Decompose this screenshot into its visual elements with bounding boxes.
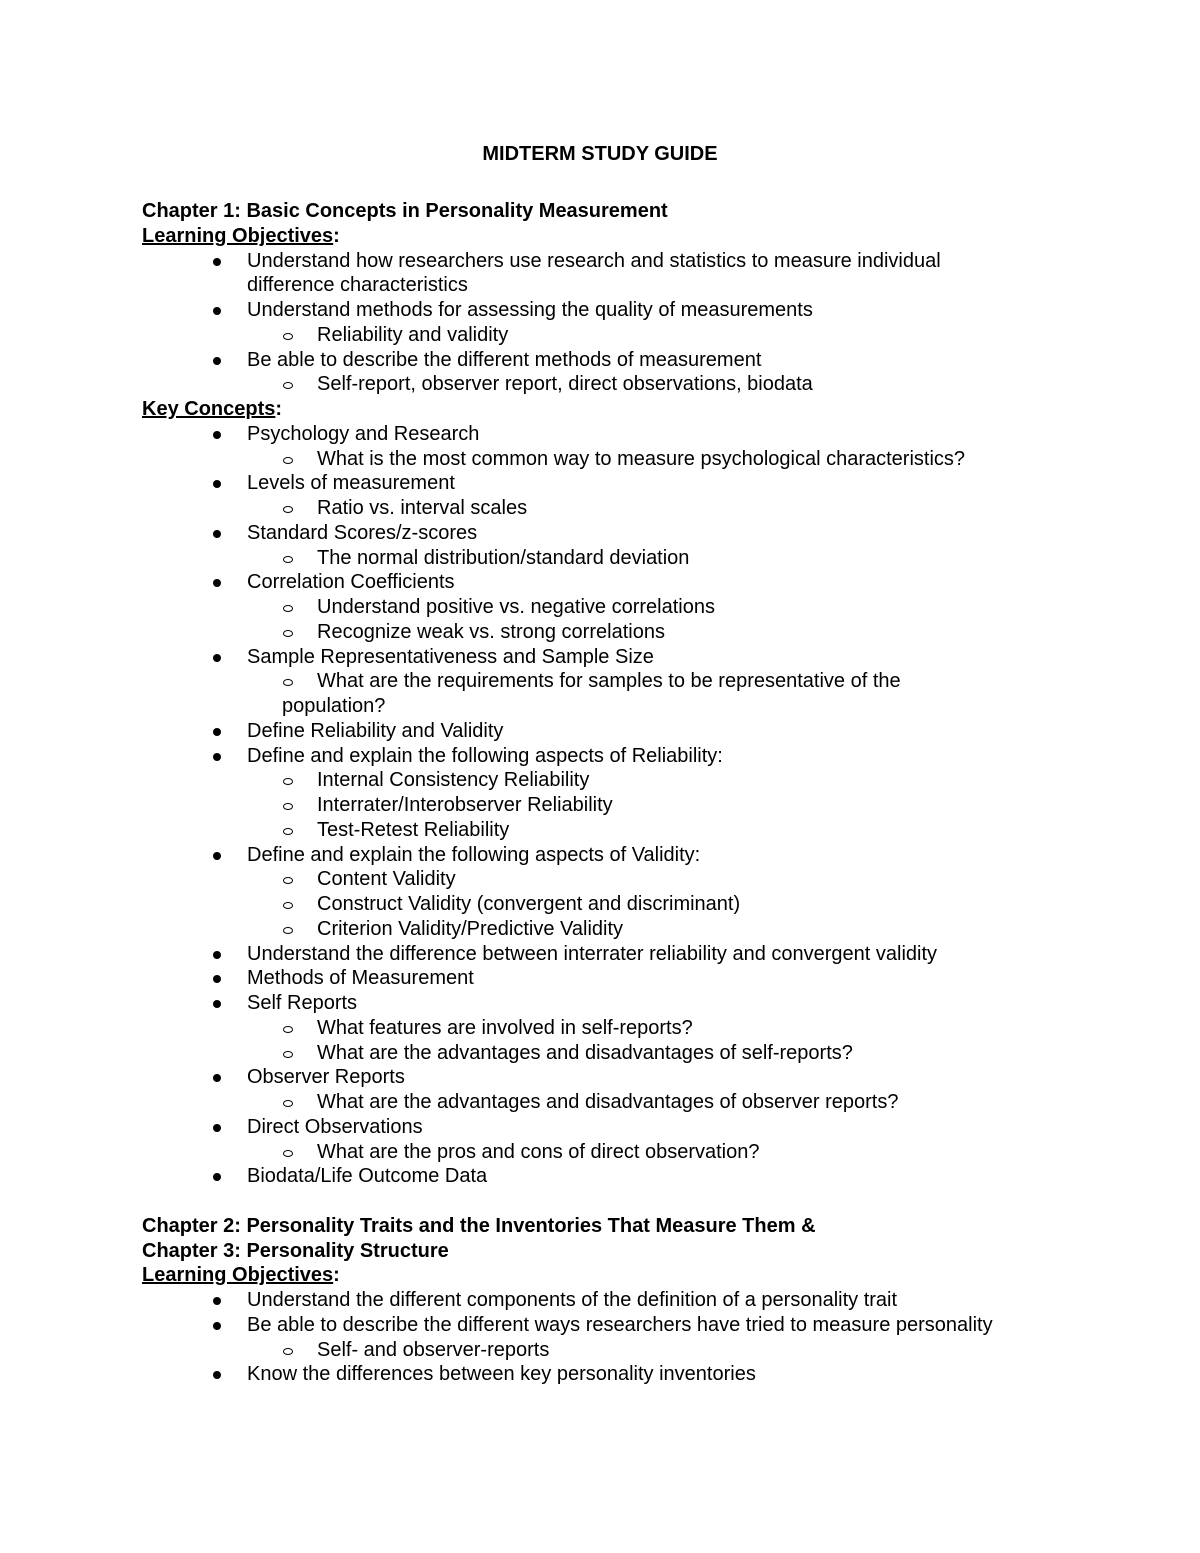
bullet-icon (213, 1074, 221, 1082)
label-colon: : (275, 398, 283, 420)
list-item: Sample Representativeness and Sample Size (247, 645, 654, 668)
sub-list-item: Understand positive vs. negative correlations (317, 596, 715, 618)
bullet-icon (213, 1297, 221, 1305)
bullet-icon (213, 480, 221, 488)
list-item: Understand the different components of the definition of a personality trait (247, 1289, 898, 1311)
section-label-text: Learning Objectives (142, 224, 334, 247)
label-colon: : (333, 224, 340, 247)
sub-list-item: Construct Validity (convergent and discriminant) (317, 893, 741, 915)
sub-list-item: Interrater/Interobserver Reliability (317, 794, 613, 816)
sub-list-item: What is the most common way to measure psychological characteristics? (317, 447, 966, 470)
learning-objectives-label (142, 224, 340, 249)
hollow-bullet-icon (283, 778, 293, 785)
sub-list-item: What features are involved in self-reports? (317, 1016, 693, 1039)
list-item: Correlation Coefficients (247, 571, 455, 594)
list-item: Know the differences between key personality inventories (247, 1363, 756, 1386)
hollow-bullet-icon (283, 1100, 293, 1107)
sub-list-item: Criterion Validity/Predictive Validity (317, 917, 624, 940)
hollow-bullet-icon (283, 828, 293, 835)
sub-list-item: Test-Retest Reliability (317, 818, 510, 841)
hollow-bullet-icon (283, 605, 293, 612)
learning-objectives-label (142, 1263, 340, 1288)
list-item-continuation: difference characteristics (247, 274, 468, 297)
hollow-bullet-icon (283, 1026, 293, 1033)
hollow-bullet-icon (283, 457, 293, 464)
sub-list-item-continuation: population? (282, 695, 386, 717)
sub-list-item: What are the advantages and disadvantages of self-reports? (317, 1041, 853, 1064)
chapter-heading: Chapter 3: Personality Structure (142, 1239, 449, 1262)
chapter-heading: Chapter 1: Basic Concepts in Personality Measurement (142, 200, 668, 222)
hollow-bullet-icon (283, 556, 293, 563)
bullet-icon (213, 951, 221, 959)
bullet-icon (213, 975, 221, 983)
chapter-heading: Chapter 2: Personality Traits and the Inventories That Measure Them & (142, 1214, 816, 1237)
sub-list-item: Ratio vs. interval scales (317, 497, 528, 519)
list-item: Methods of Measurement (247, 967, 474, 990)
sub-list-item: Content Validity (317, 868, 456, 891)
bullet-icon (213, 1322, 221, 1330)
bullet-icon (213, 307, 221, 315)
sub-list-item: Internal Consistency Reliability (317, 769, 590, 792)
label-colon: : (333, 1264, 340, 1287)
list-item: Observer Reports (247, 1066, 405, 1089)
bullet-icon (213, 579, 221, 587)
bullet-icon (213, 357, 221, 365)
sub-list-item: What are the advantages and disadvantages of observer reports? (317, 1091, 899, 1113)
hollow-bullet-icon (283, 1150, 293, 1157)
key-concepts-label (142, 397, 282, 422)
bullet-icon (213, 1000, 221, 1008)
sub-list-item: What are the pros and cons of direct observation? (317, 1140, 760, 1163)
list-item: Self Reports (247, 992, 358, 1014)
list-item: Standard Scores/z-scores (247, 521, 478, 544)
list-item: Psychology and Research (247, 422, 480, 445)
section-label-text: Key Concepts (142, 398, 276, 420)
list-item: Understand the difference between interrater reliability and convergent validity (247, 942, 938, 965)
page-title: MIDTERM STUDY GUIDE (482, 143, 718, 165)
bullet-icon (213, 1173, 221, 1181)
bullet-icon (213, 852, 221, 860)
hollow-bullet-icon (283, 1348, 293, 1355)
hollow-bullet-icon (283, 506, 293, 513)
list-item: Define and explain the following aspects of Reliability: (247, 744, 723, 767)
hollow-bullet-icon (283, 333, 293, 340)
hollow-bullet-icon (283, 803, 293, 810)
section-label-text: Learning Objectives (142, 1264, 334, 1287)
bullet-icon (213, 431, 221, 439)
sub-list-item: Recognize weak vs. strong correlations (317, 620, 665, 643)
sub-list-item: The normal distribution/standard deviation (317, 546, 690, 569)
hollow-bullet-icon (283, 630, 293, 637)
sub-list-item: Reliability and validity (317, 323, 509, 346)
bullet-icon (213, 753, 221, 761)
list-item: Be able to describe the different ways researchers have tried to measure personality (247, 1313, 993, 1336)
sub-list-item: Self-report, observer report, direct observations, biodata (317, 373, 813, 396)
list-item: Direct Observations (247, 1115, 423, 1138)
bullet-icon (213, 1371, 221, 1379)
sub-list-item: Self- and observer-reports (317, 1338, 550, 1361)
list-item: Understand methods for assessing the quality of measurements (247, 299, 813, 321)
list-item: Define and explain the following aspects of Validity: (247, 843, 701, 866)
hollow-bullet-icon (283, 927, 293, 934)
sub-list-item: What are the requirements for samples to be representative of the (317, 670, 901, 693)
list-item: Be able to describe the different methods of measurement (247, 348, 762, 371)
hollow-bullet-icon (283, 1051, 293, 1058)
bullet-icon (213, 1124, 221, 1132)
bullet-icon (213, 728, 221, 736)
list-item: Levels of measurement (247, 472, 455, 495)
list-item: Define Reliability and Validity (247, 719, 504, 742)
hollow-bullet-icon (283, 902, 293, 909)
hollow-bullet-icon (283, 382, 293, 389)
bullet-icon (213, 530, 221, 538)
bullet-icon (213, 258, 221, 266)
hollow-bullet-icon (283, 679, 293, 686)
list-item: Biodata/Life Outcome Data (247, 1165, 488, 1188)
bullet-icon (213, 654, 221, 662)
hollow-bullet-icon (283, 877, 293, 884)
list-item: Understand how researchers use research and statistics to measure individual (247, 249, 941, 272)
